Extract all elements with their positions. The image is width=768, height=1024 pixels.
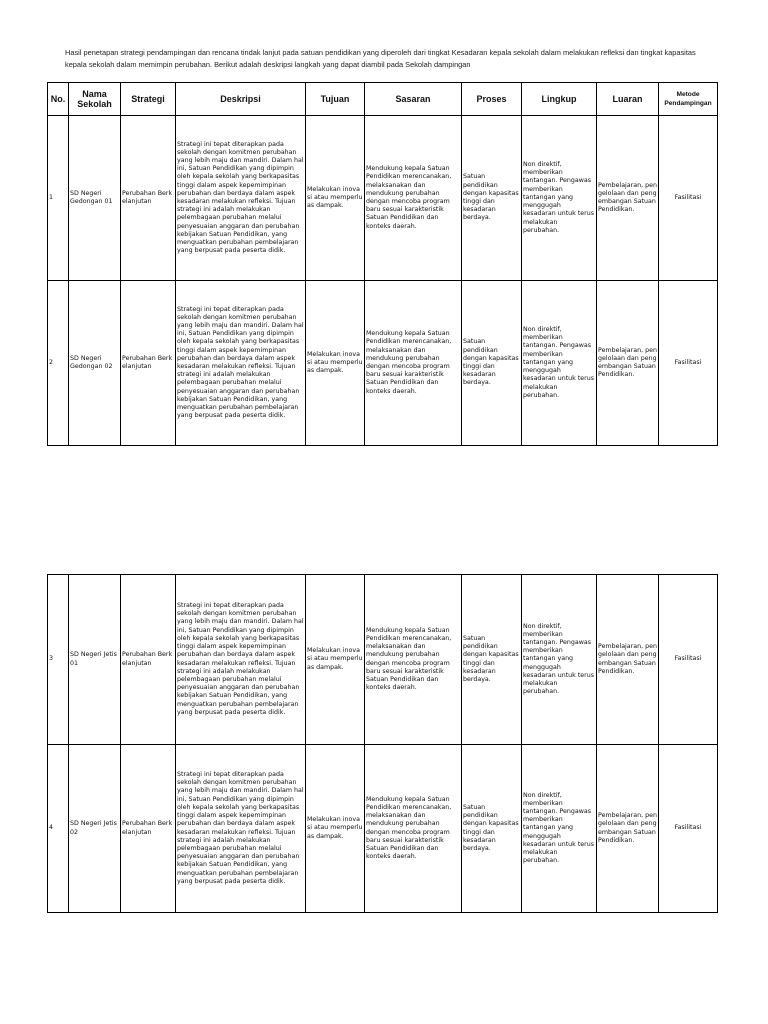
cell-proses: Satuan pendidikan dengan kapasitas tinggi dan kesadaran berdaya. <box>462 575 522 745</box>
header-strategi: Strategi <box>121 83 176 116</box>
cell-sekolah: SD Negeri Gedongan 01 <box>69 116 121 281</box>
cell-deskripsi: Strategi ini tepat diterapkan pada sekolah dengan komitmen perubahan yang lebih maju dan mandiri. Dalam hal ini, Satuan Pendidikan yang dipimpin oleh kepala sekolah yang berkapasitas tinggi dalam aspek kepemimpinan perubahan dan berdaya dalam aspek kesadaran melakukan refleksi. Tujuan strategi ini adalah melakukan pelembagaan perubahan melalui penyesuaian anggaran dan perubahan kebijakan Satuan Pendidikan, yang menguatkan perubahan pembelajaran yang berpusat pada peserta didik. <box>176 575 306 745</box>
cell-deskripsi: Strategi ini tepat diterapkan pada sekolah dengan komitmen perubahan yang lebih maju dan mandiri. Dalam hal ini, Satuan Pendidikan yang dipimpin oleh kepala sekolah yang berkapasitas tinggi dalam aspek kepemimpinan perubahan dan berdaya dalam aspek kesadaran melakukan refleksi. Tujuan strategi ini adalah melakukan pelembagaan perubahan melalui penyesuaian anggaran dan perubahan kebijakan Satuan Pendidikan, yang menguatkan perubahan pembelajaran yang berpusat pada peserta didik. <box>176 281 306 446</box>
cell-no: 1 <box>48 116 69 281</box>
cell-metode: Fasilitasi <box>659 116 718 281</box>
table-header-row <box>48 83 718 116</box>
cell-strategi: Perubahan Berkelanjutan <box>121 575 176 745</box>
cell-luaran: Pembelajaran, pengelolaan dan pengembangan Satuan Pendidikan. <box>597 281 659 446</box>
cell-lingkup: Non direktif, memberikan tantangan. Pengawas memberikan tantangan yang menggugah kesadaran untuk terus melakukan perubahan. <box>522 575 597 745</box>
cell-no: 4 <box>48 745 69 913</box>
header-sasaran: Sasaran <box>365 83 462 116</box>
header-deskripsi: Deskripsi <box>176 83 306 116</box>
cell-strategi: Perubahan Berkelanjutan <box>121 745 176 913</box>
cell-tujuan: Melakukan inovasi atau memperluas dampak. <box>306 745 365 913</box>
cell-sasaran: Mendukung kepala Satuan Pendidikan merencanakan, melaksanakan dan mendukung perubahan dengan mencoba program baru sesuai karakteristik Satuan Pendidikan dan konteks daerah. <box>365 745 462 913</box>
cell-deskripsi: Strategi ini tepat diterapkan pada sekolah dengan komitmen perubahan yang lebih maju dan mandiri. Dalam hal ini, Satuan Pendidikan yang dipimpin oleh kepala sekolah yang berkapasitas tinggi dalam aspek kepemimpinan perubahan dan berdaya dalam aspek kesadaran melakukan refleksi. Tujuan strategi ini adalah melakukan pelembagaan perubahan melalui penyesuaian anggaran dan perubahan kebijakan Satuan Pendidikan, yang menguatkan perubahan pembelajaran yang berpusat pada peserta didik. <box>176 745 306 913</box>
header-nama-sekolah: Nama Sekolah <box>69 83 121 116</box>
cell-lingkup: Non direktif, memberikan tantangan. Pengawas memberikan tantangan yang menggugah kesadaran untuk terus melakukan perubahan. <box>522 281 597 446</box>
header-no: No. <box>48 83 69 116</box>
table-row <box>48 575 718 745</box>
table-row <box>48 745 718 913</box>
cell-metode: Fasilitasi <box>659 281 718 446</box>
cell-metode: Fasilitasi <box>659 575 718 745</box>
cell-strategi: Perubahan Berkelanjutan <box>121 116 176 281</box>
cell-luaran: Pembelajaran, pengelolaan dan pengembangan Satuan Pendidikan. <box>597 745 659 913</box>
cell-metode: Fasilitasi <box>659 745 718 913</box>
cell-sekolah: SD Negeri Jetis 01 <box>69 575 121 745</box>
cell-sekolah: SD Negeri Gedongan 02 <box>69 281 121 446</box>
cell-sasaran: Mendukung kepala Satuan Pendidikan merencanakan, melaksanakan dan mendukung perubahan dengan mencoba program baru sesuai karakteristik Satuan Pendidikan dan konteks daerah. <box>365 281 462 446</box>
strategy-table-page-1 <box>47 82 718 446</box>
cell-sasaran: Mendukung kepala Satuan Pendidikan merencanakan, melaksanakan dan mendukung perubahan dengan mencoba program baru sesuai karakteristik Satuan Pendidikan dan konteks daerah. <box>365 116 462 281</box>
cell-no: 2 <box>48 281 69 446</box>
cell-lingkup: Non direktif, memberikan tantangan. Pengawas memberikan tantangan yang menggugah kesadaran untuk terus melakukan perubahan. <box>522 116 597 281</box>
cell-proses: Satuan pendidikan dengan kapasitas tinggi dan kesadaran berdaya. <box>462 116 522 281</box>
cell-strategi: Perubahan Berkelanjutan <box>121 281 176 446</box>
table-row <box>48 116 718 281</box>
intro-paragraph: Hasil penetapan strategi pendampingan dan rencana tindak lanjut pada satuan pendidikan yang diperoleh dari tingkat Kesadaran kepala sekolah dalam melakukan refleksi dan tingkat kapasitas kepala sekolah dalam memimpin perubahan. Berikut adalah deskripsi langkah yang dapat diambil pada Sekolah dampingan <box>65 48 696 69</box>
cell-sekolah: SD Negeri Jetis 02 <box>69 745 121 913</box>
strategy-table-page-2 <box>47 574 718 913</box>
header-proses: Proses <box>462 83 522 116</box>
cell-tujuan: Melakukan inovasi atau memperluas dampak. <box>306 575 365 745</box>
cell-no: 3 <box>48 575 69 745</box>
cell-deskripsi: Strategi ini tepat diterapkan pada sekolah dengan komitmen perubahan yang lebih maju dan mandiri. Dalam hal ini, Satuan Pendidikan yang dipimpin oleh kepala sekolah yang berkapasitas tinggi dalam aspek kepemimpinan perubahan dan berdaya dalam aspek kesadaran melakukan refleksi. Tujuan strategi ini adalah melakukan pelembagaan perubahan melalui penyesuaian anggaran dan perubahan kebijakan Satuan Pendidikan, yang menguatkan perubahan pembelajaran yang berpusat pada peserta didik. <box>176 116 306 281</box>
header-luaran: Luaran <box>597 83 659 116</box>
cell-proses: Satuan pendidikan dengan kapasitas tinggi dan kesadaran berdaya. <box>462 281 522 446</box>
cell-tujuan: Melakukan inovasi atau memperluas dampak. <box>306 116 365 281</box>
cell-luaran: Pembelajaran, pengelolaan dan pengembangan Satuan Pendidikan. <box>597 575 659 745</box>
cell-tujuan: Melakukan inovasi atau memperluas dampak. <box>306 281 365 446</box>
cell-lingkup: Non direktif, memberikan tantangan. Pengawas memberikan tantangan yang menggugah kesadaran untuk terus melakukan perubahan. <box>522 745 597 913</box>
header-tujuan: Tujuan <box>306 83 365 116</box>
header-metode-pendampingan: Metode Pendampingan <box>659 83 718 116</box>
cell-sasaran: Mendukung kepala Satuan Pendidikan merencanakan, melaksanakan dan mendukung perubahan dengan mencoba program baru sesuai karakteristik Satuan Pendidikan dan konteks daerah. <box>365 575 462 745</box>
header-lingkup: Lingkup <box>522 83 597 116</box>
table-row <box>48 281 718 446</box>
cell-luaran: Pembelajaran, pengelolaan dan pengembangan Satuan Pendidikan. <box>597 116 659 281</box>
cell-proses: Satuan pendidikan dengan kapasitas tinggi dan kesadaran berdaya. <box>462 745 522 913</box>
